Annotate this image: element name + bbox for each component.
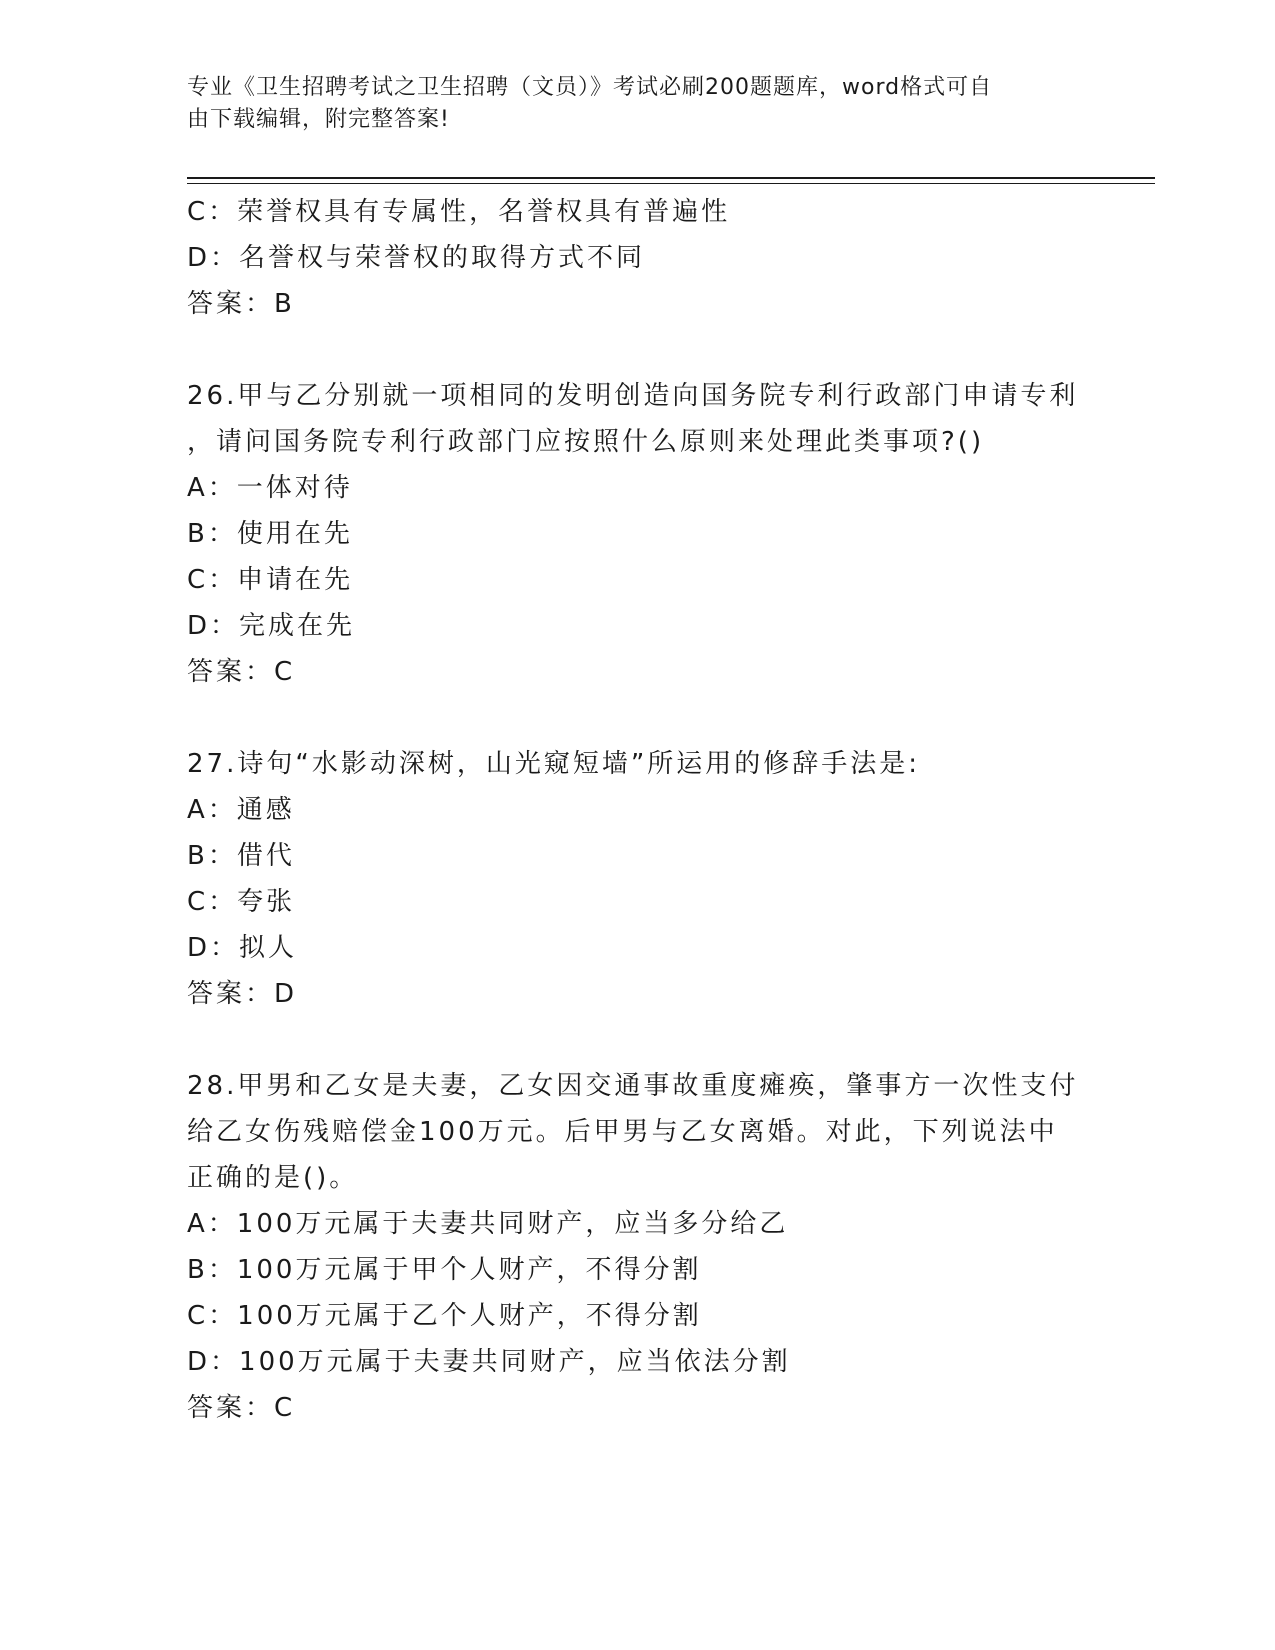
option-line: D：拟人 (187, 933, 298, 963)
question-content (187, 189, 1087, 1431)
header-line-2: 由下载编辑，附完整答案! (187, 107, 450, 132)
question-line: 正确的是()。 (187, 1163, 359, 1193)
spacer (187, 695, 1087, 741)
question-line: ，请问国务院专利行政部门应按照什么原则来处理此类事项?() (187, 427, 985, 457)
option-line: A：一体对待 (187, 473, 353, 503)
option-line: D：名誉权与荣誉权的取得方式不同 (187, 243, 646, 273)
option-line: C：100万元属于乙个人财产，不得分割 (187, 1301, 702, 1331)
option-line: A：通感 (187, 795, 295, 825)
option-line: A：100万元属于夫妻共同财产，应当多分给乙 (187, 1209, 789, 1239)
question-line: 给乙女伤残赔偿金100万元。后甲男与乙女离婚。对此，下列说法中 (187, 1117, 1058, 1147)
header-line-1: 专业《卫生招聘考试之卫生招聘（文员）》考试必刷200题题库，word格式可自 (187, 75, 993, 100)
header-rule-thick (187, 177, 1155, 179)
document-header (187, 72, 1067, 136)
option-line: C：申请在先 (187, 565, 354, 595)
spacer (187, 1017, 1087, 1063)
answer-line: 答案：C (187, 1393, 296, 1423)
option-line: D：100万元属于夫妻共同财产，应当依法分割 (187, 1347, 791, 1377)
spacer (187, 327, 1087, 373)
question-line: 28.甲男和乙女是夫妻，乙女因交通事故重度瘫痪，肇事方一次性支付 (187, 1071, 1079, 1101)
option-line: C：荣誉权具有专属性，名誉权具有普遍性 (187, 197, 731, 227)
answer-line: 答案：B (187, 289, 295, 319)
option-line: B：使用在先 (187, 519, 353, 549)
option-line: B：借代 (187, 841, 295, 871)
answer-line: 答案：D (187, 979, 298, 1009)
answer-line: 答案：C (187, 657, 296, 687)
option-line: C：夸张 (187, 887, 296, 917)
option-line: B：100万元属于甲个人财产，不得分割 (187, 1255, 702, 1285)
option-line: D：完成在先 (187, 611, 356, 641)
question-line: 27.诗句“水影动深树，山光窥短墙”所运用的修辞手法是: (187, 749, 921, 779)
question-line: 26.甲与乙分别就一项相同的发明创造向国务院专利行政部门申请专利 (187, 381, 1079, 411)
header-rule-thin (187, 183, 1155, 184)
